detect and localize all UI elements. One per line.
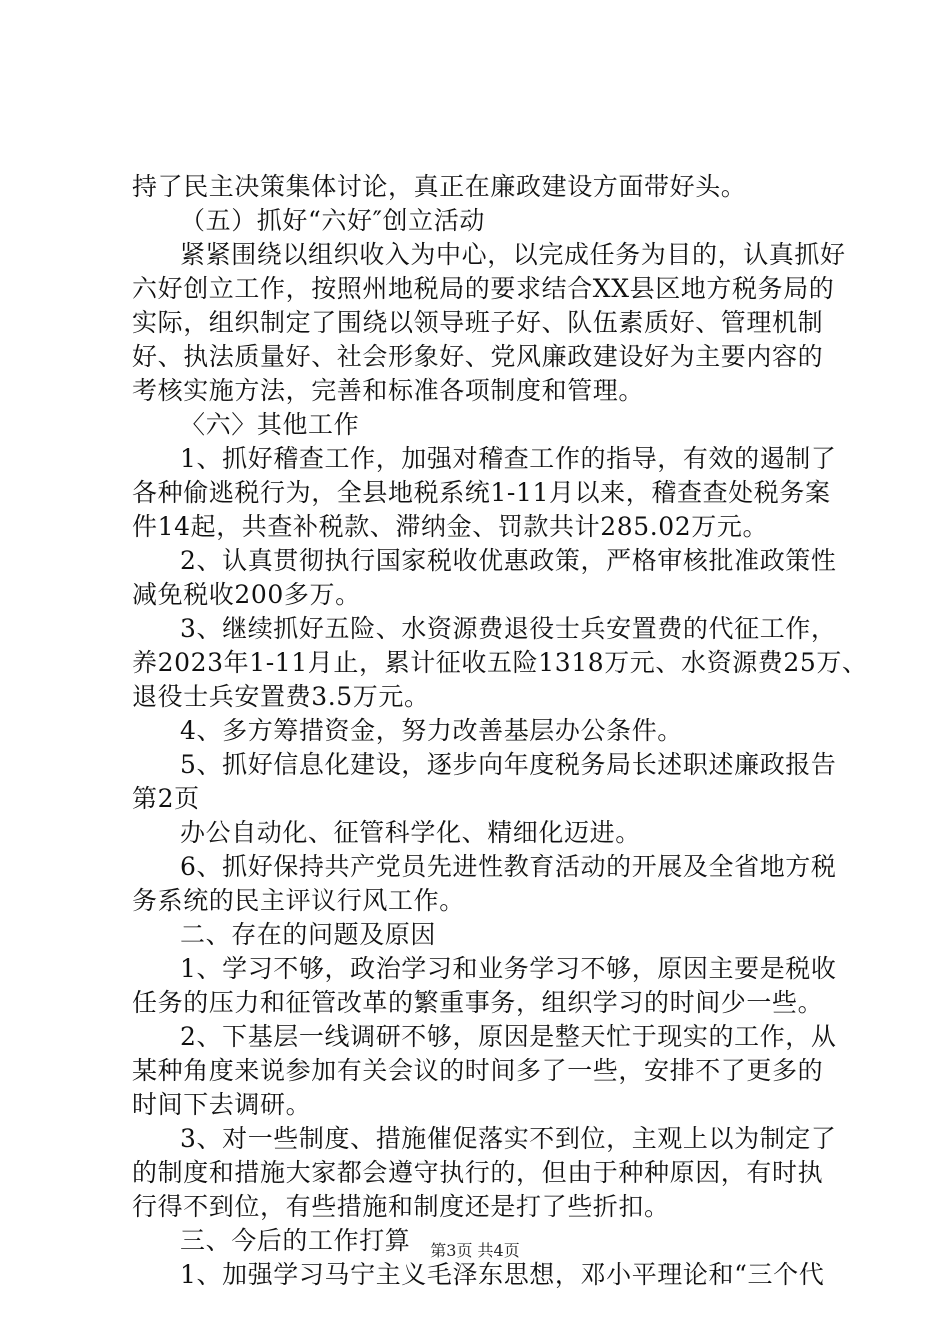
text-line: 6、抓好保持共产党员先进性教育活动的开展及全省地方税 (180, 852, 837, 881)
text-line: 1、抓好稽查工作，加强对稽查工作的指导，有效的遏制了 (180, 444, 837, 473)
text-line: 2、下基层一线调研不够，原因是整天忙于现实的工作，从 (180, 1022, 837, 1051)
text-line: 二、存在的问题及原因 (180, 920, 437, 949)
text-line: 好、执法质量好、社会形象好、党风廉政建设好为主要内容的 (132, 342, 824, 371)
text-line: 5、抓好信息化建设，逐步向年度税务局长述职述廉政报告 (180, 750, 837, 779)
document-body (132, 170, 868, 1292)
text-line: 3、继续抓好五险、水资源费退役士兵安置费的代征工作， (180, 614, 837, 643)
text-line: 养2023年1-11月止，累计征收五险1318万元、水资源费25万、 (132, 648, 868, 677)
text-line: 〈六〉其他工作 (180, 410, 360, 439)
text-line: 退役士兵安置费3.5万元。 (132, 682, 430, 711)
text-line: 某种角度来说参加有关会议的时间多了一些，安排不了更多的 (132, 1056, 824, 1085)
text-line: 时间下去调研。 (132, 1090, 312, 1119)
text-line: 三、今后的工作打算 (180, 1226, 411, 1255)
text-line: 3、对一些制度、措施催促落实不到位，主观上以为制定了 (180, 1124, 837, 1153)
text-line: 4、多方筹措资金，努力改善基层办公条件。 (180, 716, 683, 745)
text-line: 紧紧围绕以组织收入为中心，以完成任务为目的，认真抓好 (180, 240, 846, 269)
text-line: （五）抓好“六好″创立活动 (180, 206, 485, 235)
text-line: 件14起，共查补税款、滞纳金、罚款共计285.02万元。 (132, 512, 769, 541)
text-line: 各种偷逃税行为，全县地税系统1-11月以来，稽查查处税务案 (132, 478, 831, 507)
text-line: 考核实施方法，完善和标准各项制度和管理。 (132, 376, 645, 405)
text-line: 1、加强学习马宁主义毛泽东思想，邓小平理论和“三个代 (180, 1260, 825, 1289)
text-line: 第2页 (132, 784, 200, 813)
text-line: 任务的压力和征管改革的繁重事务，组织学习的时间少一些。 (132, 988, 824, 1017)
text-line: 实际，组织制定了围绕以领导班子好、队伍素质好、管理机制 (132, 308, 824, 337)
text-line: 减免税收200多万。 (132, 580, 361, 609)
page-footer: 第3页 共4页 (430, 1241, 520, 1260)
text-line: 2、认真贯彻执行国家税收优惠政策，严格审核批准政策性 (180, 546, 837, 575)
text-line: 1、学习不够，政治学习和业务学习不够，原因主要是税收 (180, 954, 837, 983)
text-line: 六好创立工作，按照州地税局的要求结合XX县区地方税务局的 (132, 274, 835, 303)
text-line: 持了民主决策集体讨论，真正在廉政建设方面带好头。 (132, 172, 747, 201)
text-line: 行得不到位，有些措施和制度还是打了些折扣。 (132, 1192, 670, 1221)
text-line: 务系统的民主评议行风工作。 (132, 886, 465, 915)
text-line: 办公自动化、征管科学化、精细化迈进。 (180, 818, 641, 847)
text-line: 的制度和措施大家都会遵守执行的，但由于种种原因，有时执 (132, 1158, 824, 1187)
